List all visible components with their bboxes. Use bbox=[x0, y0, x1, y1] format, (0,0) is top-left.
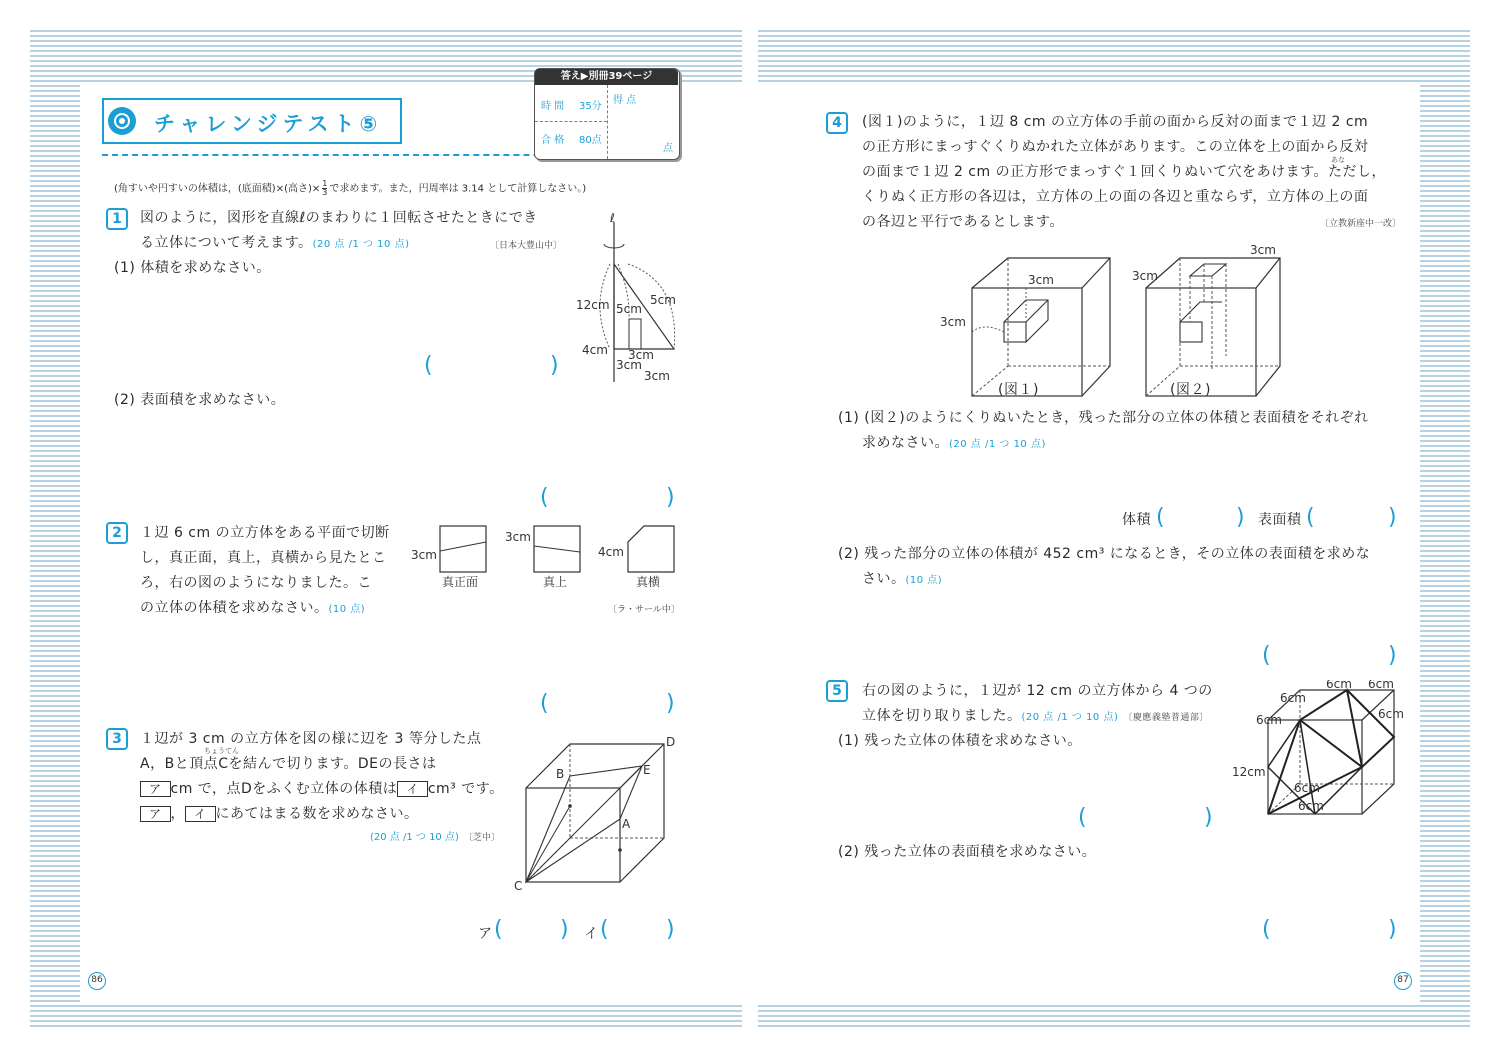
q3-answer-a-open: ( bbox=[494, 917, 503, 942]
q2-view-front: 真正面 bbox=[442, 575, 479, 589]
q3-text-line4: ア ， イ にあてはまる数を求めなさい。 bbox=[140, 802, 419, 827]
q5-answer2-open: ( bbox=[1262, 917, 1271, 942]
q4-text-line3: の面まで１辺 2 cm の正方形でまっすぐ１回くりぬいて穴をあけます。ただし， bbox=[862, 164, 1386, 180]
q3-answer-i-label: イ bbox=[584, 926, 599, 942]
q2-dim-2: 3cm bbox=[505, 530, 531, 544]
q2-dim-1: 3cm bbox=[411, 548, 437, 562]
q4-area-close: ) bbox=[1388, 505, 1397, 530]
q1-text-line2: る立体について考えます。(20 点 /1 つ 10 点) bbox=[140, 235, 410, 251]
q4-fig2-dim-a: 3cm bbox=[1250, 243, 1276, 257]
q4-sub1-line1: (1) (図２)のようにくりぬいたとき，残った部分の立体の体積と表面積をそれぞれ bbox=[838, 410, 1369, 426]
title-banner bbox=[102, 98, 402, 144]
q5-answer1-open: ( bbox=[1078, 805, 1087, 830]
q3-answer-a-close: ) bbox=[560, 917, 569, 942]
score-label: 得 点 bbox=[613, 95, 637, 106]
q1-sub1: (1) 体積を求めなさい。 bbox=[114, 260, 271, 276]
q3-text-line1: １辺が 3 cm の立方体を図の様に辺を 3 等分した点 bbox=[140, 731, 482, 747]
pass-label: 合 格 bbox=[541, 135, 565, 146]
answer-ref: 答え▶別冊39ページ bbox=[535, 69, 678, 85]
q1-sub2: (2) 表面積を求めなさい。 bbox=[114, 392, 286, 408]
question-1-number: 1 bbox=[106, 208, 128, 230]
q2-text-line2: し，真正面，真上，真横から見たとこ bbox=[140, 550, 387, 566]
q1-answer1-open: ( bbox=[424, 353, 433, 378]
q4-sub2-line2: さい。(10 点) bbox=[862, 571, 943, 587]
q4-text-line1: (図１)のように，１辺 8 cm の立方体の手前の面から反対の面まで１辺 2 cm bbox=[862, 114, 1369, 130]
q1-fig-3cm-a: 3cm bbox=[628, 348, 654, 362]
q1-figure bbox=[570, 212, 680, 387]
q5-fig-g: 6cm bbox=[1294, 781, 1320, 795]
q5-answer1-close: ) bbox=[1204, 805, 1213, 830]
left-page bbox=[80, 71, 742, 1002]
q3-figure bbox=[510, 732, 680, 892]
question-2-number: 2 bbox=[106, 522, 128, 544]
q5-fig-c: 6cm bbox=[1280, 691, 1306, 705]
q2-text-line3: ろ，右の図のようになりました。こ bbox=[140, 575, 372, 591]
q5-text-line2: 立体を切り取りました。(20 点 /1 つ 10 点) 〔慶應義塾普通部〕 bbox=[862, 708, 1209, 724]
q3-answer-i-close: ) bbox=[666, 917, 675, 942]
q5-fig-a: 6cm bbox=[1326, 680, 1352, 691]
q3-ruby: ちょうてん bbox=[204, 747, 239, 755]
q5-answer2-close: ) bbox=[1388, 917, 1397, 942]
q3-fig-B: B bbox=[556, 767, 565, 781]
q4-text-line5: の各辺と平行であるとします。 bbox=[862, 214, 1064, 230]
q2-view-side: 真横 bbox=[636, 575, 661, 589]
q3-points: (20 点 /1 つ 10 点) 〔芝中〕 bbox=[370, 832, 500, 843]
q4-fig1-label: (図１) bbox=[998, 382, 1039, 398]
q5-fig-e: 6cm bbox=[1378, 707, 1404, 721]
q4-sub2-answer-open: ( bbox=[1262, 643, 1271, 668]
q1-text-line1: 図のように，図形を直線ℓのまわりに１回転させたときにでき bbox=[140, 210, 538, 226]
question-3-number: 3 bbox=[106, 728, 128, 750]
right-page bbox=[758, 82, 1420, 1002]
q3-fig-C: C bbox=[514, 879, 523, 892]
q5-fig-b: 6cm bbox=[1368, 680, 1394, 691]
q2-answer-close: ) bbox=[666, 691, 675, 716]
time-label: 時 間 bbox=[541, 101, 565, 112]
pass-value: 80点 bbox=[579, 135, 602, 146]
q4-sub2-answer-close: ) bbox=[1388, 643, 1397, 668]
q1-fig-axis: ℓ bbox=[610, 212, 615, 225]
q1-fig-12cm: 12cm bbox=[576, 298, 610, 312]
q3-fig-A: A bbox=[622, 817, 631, 831]
score-box bbox=[534, 68, 680, 160]
q1-answer1-close: ) bbox=[550, 353, 559, 378]
q5-fig-h: 6cm bbox=[1298, 799, 1324, 813]
q1-fig-4cm: 4cm bbox=[582, 343, 608, 357]
q2-text-line1: １辺 6 cm の立方体をある平面で切断 bbox=[140, 525, 390, 541]
q5-fig-f: 12cm bbox=[1232, 765, 1266, 779]
q1-answer2-close: ) bbox=[666, 485, 675, 510]
q4-fig2-dim-b: 3cm bbox=[1132, 269, 1158, 283]
score-unit: 点 bbox=[663, 143, 673, 154]
instruction-note: (角すいや円すいの体積は，(底面積)×(高さ)× $\frac{1}{3}$ で求めます。また，円周率は 3.14 として計算しなさい。) bbox=[114, 179, 587, 197]
q2-dim-3: 4cm bbox=[598, 545, 624, 559]
q4-fig1-dim-a: 3cm bbox=[1028, 273, 1054, 287]
q4-volume-label: 体積 bbox=[1122, 512, 1151, 528]
q5-text-line1: 右の図のように，１辺が 12 cm の立方体から 4 つの bbox=[862, 683, 1213, 699]
q3-text-line3: ア cm で，点Dをふくむ立体の体積は イ cm³ です。 bbox=[140, 777, 504, 802]
q4-text-line4: くりぬく正方形の各辺は，立方体の上の面の各辺と重ならず，立方体の上の面 bbox=[862, 189, 1369, 205]
q4-area-open: ( bbox=[1306, 505, 1315, 530]
q5-figure bbox=[1228, 680, 1408, 830]
q4-volume-open: ( bbox=[1156, 505, 1165, 530]
q3-answer-a-label: ア bbox=[478, 926, 493, 942]
q2-school: 〔ラ・サール中〕 bbox=[608, 605, 680, 615]
q2-view-top: 真上 bbox=[543, 575, 568, 589]
q4-volume-close: ) bbox=[1236, 505, 1245, 530]
q3-fig-D: D bbox=[666, 735, 676, 749]
q4-school: 〔立教新座中一改〕 bbox=[1320, 219, 1402, 229]
q4-area-label: 表面積 bbox=[1258, 512, 1302, 528]
q4-fig2-label: (図２) bbox=[1170, 382, 1211, 398]
q5-sub1: (1) 残った立体の体積を求めなさい。 bbox=[838, 733, 1082, 749]
q1-fig-3cm-b: 3cm bbox=[616, 358, 642, 372]
q5-sub2: (2) 残った立体の表面積を求めなさい。 bbox=[838, 844, 1097, 860]
q4-fig1-dim-b: 3cm bbox=[940, 315, 966, 329]
q1-fig-5cm-b: 5cm bbox=[650, 293, 676, 307]
page-number-left: 86 bbox=[88, 972, 106, 990]
q2-text-line4: の立体の体積を求めなさい。(10 点) bbox=[140, 600, 366, 616]
q5-fig-d: 6cm bbox=[1256, 713, 1282, 727]
time-value: 35分 bbox=[579, 101, 602, 112]
q1-answer2-open: ( bbox=[540, 485, 549, 510]
q3-fig-E: E bbox=[643, 763, 651, 777]
page-title: チャレンジテスト⑤ bbox=[154, 112, 383, 136]
q4-ruby: あな bbox=[1331, 156, 1345, 164]
q4-sub2-line1: (2) 残った部分の立体の体積が 452 cm³ になるとき，その立体の表面積を求めな bbox=[838, 546, 1371, 562]
q1-fig-3cm-c: 3cm bbox=[644, 369, 670, 383]
q4-sub1-line2: 求めなさい。(20 点 /1 つ 10 点) bbox=[862, 435, 1046, 451]
q4-text-line2: の正方形にまっすぐくりぬかれた立体があります。この立体を上の面から反対 bbox=[862, 139, 1369, 155]
q1-school: 〔日本大豊山中〕 bbox=[490, 241, 563, 251]
q1-fig-5cm-a: 5cm bbox=[616, 302, 642, 316]
q2-figure bbox=[408, 522, 678, 592]
question-5-number: 5 bbox=[826, 680, 848, 702]
q3-text-line2: A，Bと頂点Cを結んで切ります。DEの長さは bbox=[140, 756, 437, 772]
page-number-right: 87 bbox=[1394, 972, 1412, 990]
q2-answer-open: ( bbox=[540, 691, 549, 716]
target-icon bbox=[108, 107, 136, 135]
q3-answer-i-open: ( bbox=[600, 917, 609, 942]
q4-figure-1 bbox=[934, 248, 1114, 398]
question-4-number: 4 bbox=[826, 112, 848, 134]
q4-figure-2 bbox=[1128, 238, 1288, 398]
